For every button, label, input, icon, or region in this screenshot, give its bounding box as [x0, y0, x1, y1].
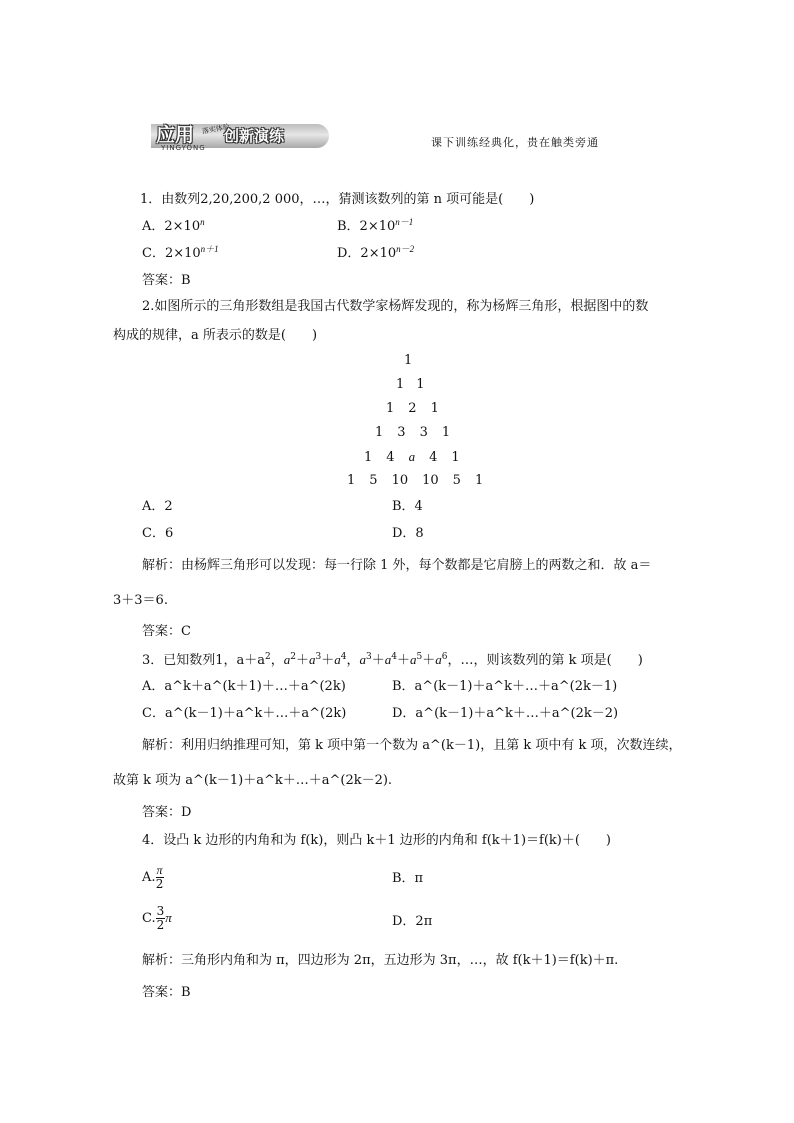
q2-option-c: C．6: [142, 526, 174, 541]
q1-option-c: C．$2\times 10^{n+1}$: [142, 244, 219, 261]
q2-stem-line1: 2.如图所示的三角形数组是我国古代数学家杨辉发现的，称为杨辉三角形，根据图中的数: [142, 299, 649, 314]
triangle-row-5: 1 4 a 4 1: [364, 449, 460, 465]
banner-small-label: 落实体验: [201, 122, 231, 136]
triangle-row-6: 1 5 10 10 5 1: [347, 473, 484, 488]
q3-stem: 3．已知数列1，$a+a^2$，$a^2+a^3+a^4$，$a^3+a^4+a^5+a^6$，…，则该数列的第 k 项是( ): [142, 652, 643, 668]
q2-stem-line2: 构成的规律，a 所表示的数是( ): [113, 328, 318, 343]
banner-title: 创新演练: [224, 127, 285, 145]
banner-title-big: 应用: [156, 124, 195, 146]
banner-english: YINGYONG: [161, 144, 206, 152]
q3-option-c: C．a^(k－1)＋a^k＋…＋a^(2k): [142, 706, 347, 721]
q1-stem: 1．由数列2,20,200,2 000，…，猜测该数列的第 n 项可能是( ): [140, 192, 535, 207]
q3-analysis-line1: 解析：利用归纳推理可知，第 k 项中第一个数为 a^(k－1)，且第 k 项中有 k 项，次数连续，: [142, 738, 682, 753]
q4-answer: 答案：B: [142, 985, 191, 1000]
q4-option-c: C. $\frac{3}{2}$ π: [142, 904, 172, 932]
q2-option-d: D．8: [392, 526, 424, 541]
q3-option-a: A．a^k＋a^(k＋1)＋…＋a^(2k): [142, 679, 346, 694]
q2-option-b: B．4: [392, 499, 423, 514]
q4-option-b: B．π: [392, 871, 424, 886]
q4-option-d: D．2π: [392, 914, 433, 929]
q3-option-b: B．a^(k－1)＋a^k＋…＋a^(2k－1): [392, 679, 618, 694]
q1-option-d: D．$2\times 10^{n-2}$: [337, 244, 415, 261]
q2-answer: 答案：C: [142, 624, 191, 639]
section-banner: [151, 120, 329, 154]
q1-answer: 答案：B: [142, 273, 191, 288]
triangle-row-4: 1 3 3 1: [375, 425, 451, 440]
q3-answer: 答案：D: [142, 805, 192, 820]
q4-option-a: A. $\frac{\pi}{2}$: [142, 863, 164, 891]
q2-option-a: A．2: [142, 499, 173, 514]
q3-analysis-line2: 故第 k 项为 a^(k－1)＋a^k＋…＋a^(2k－2).: [113, 773, 393, 788]
banner-slogan: 课下训练经典化，贵在触类旁通: [431, 136, 599, 149]
q2-analysis-line2: 3＋3＝6.: [113, 593, 168, 608]
triangle-row-3: 1 2 1: [386, 401, 439, 416]
q1-option-b: B．$2\times 10^{n-1}$: [337, 217, 414, 234]
q2-analysis-line1: 解析：由杨辉三角形可以发现：每一行除 1 外，每个数都是它肩膀上的两数之和．故 a＝: [142, 558, 652, 573]
q3-option-d: D．a^(k－1)＋a^k＋…＋a^(2k－2): [392, 706, 619, 721]
triangle-row-1: 1: [404, 353, 413, 368]
q4-stem: 4．设凸 k 边形的内角和为 f(k)，则凸 k＋1 边形的内角和 f(k＋1)＝f(k)＋( ): [142, 833, 612, 848]
triangle-row-2: 1 1: [396, 377, 425, 392]
q4-analysis: 解析：三角形内角和为 π，四边形为 2π，五边形为 3π，…，故 f(k＋1)＝f(k)＋π.: [142, 953, 619, 968]
q1-option-a: A．$2\times 10^n$: [142, 217, 205, 234]
